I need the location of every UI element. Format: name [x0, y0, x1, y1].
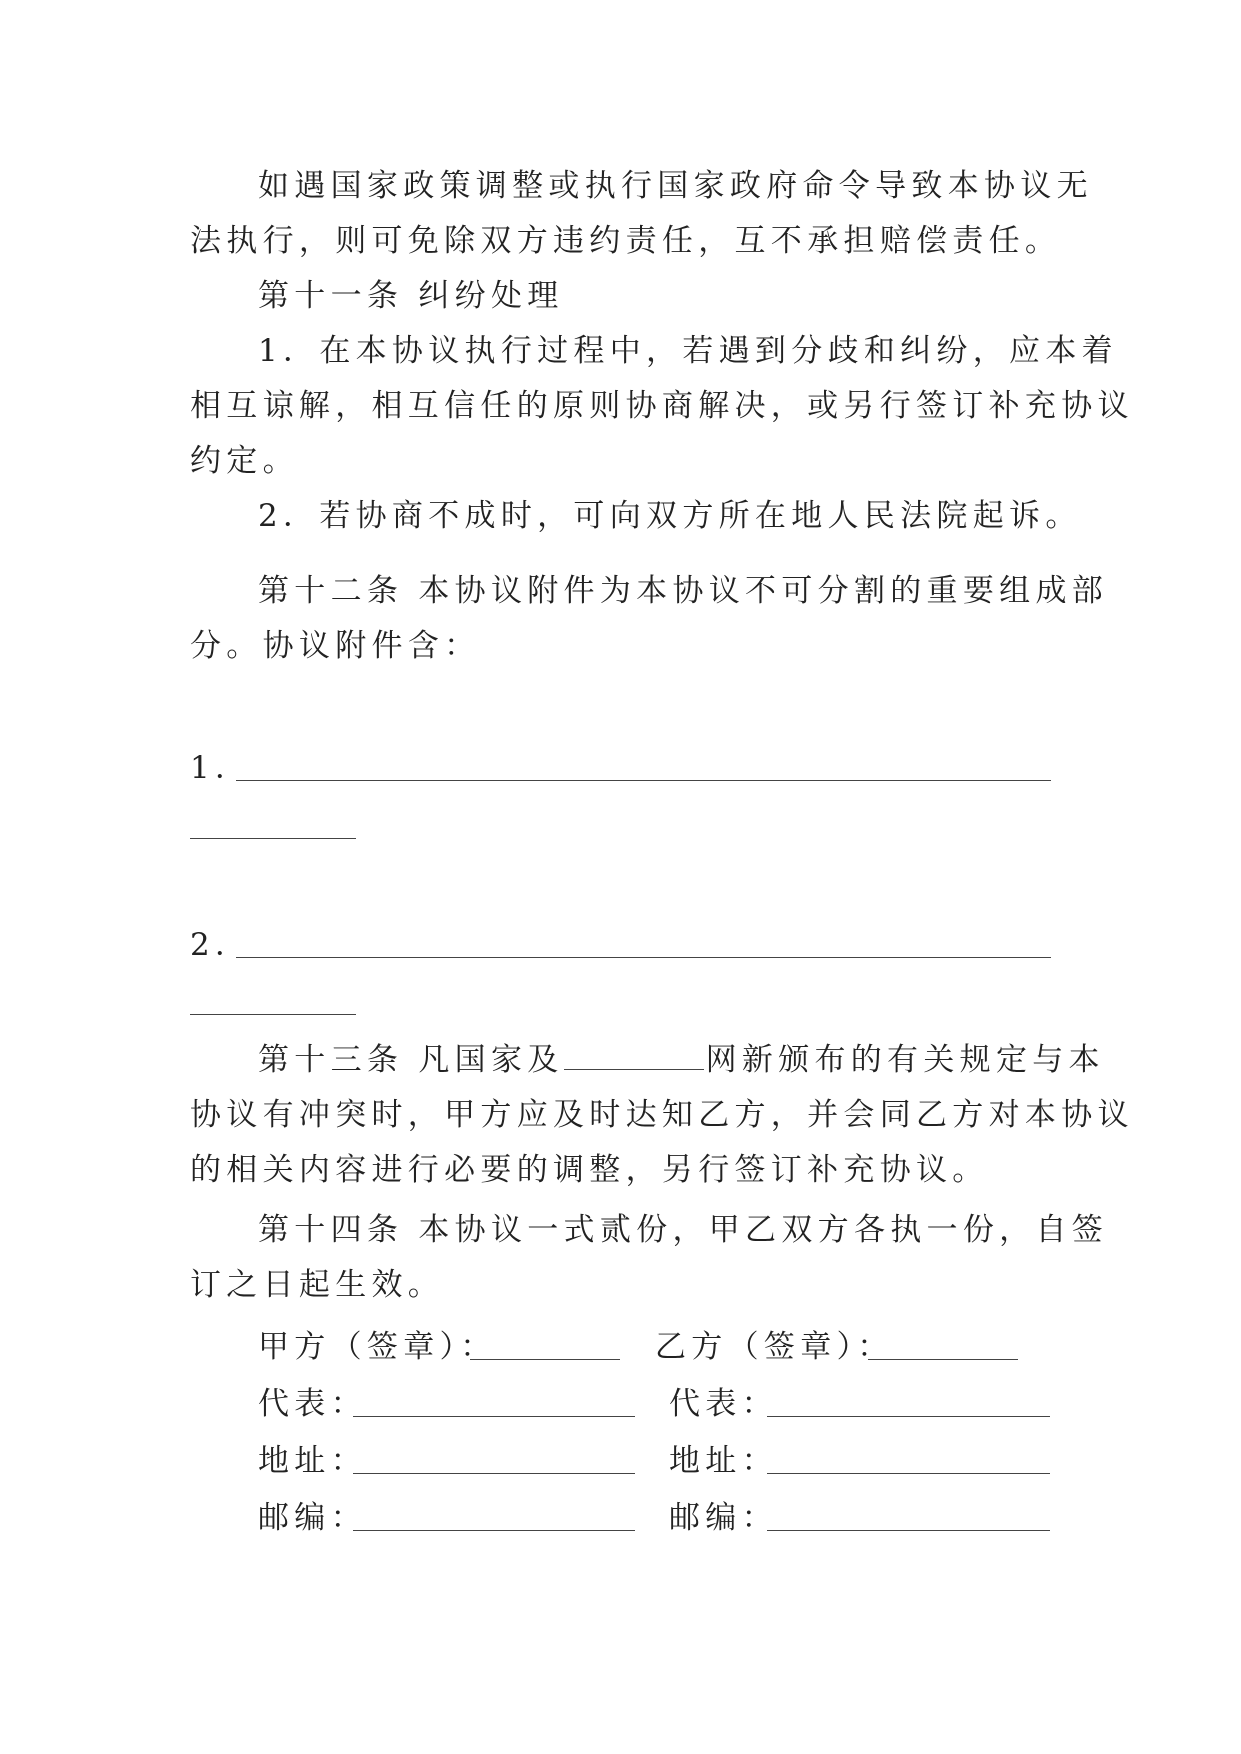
party-a-seal-blank[interactable] — [470, 1359, 620, 1360]
article-11-item1-line3: 约定。 — [190, 443, 299, 479]
signature-row-rep — [258, 1384, 1058, 1424]
article-11-item1-line1: 1．在本协议执行过程中，若遇到分歧和纠纷，应本着 — [258, 333, 1118, 369]
attachment-number: 1． — [190, 750, 252, 786]
article-12-line1: 第十二条 本协议附件为本协议不可分割的重要组成部 — [258, 573, 1109, 609]
article-14-line2: 订之日起生效。 — [190, 1267, 445, 1303]
article-13-line2: 协议有冲突时，甲方应及时达知乙方，并会同乙方对本协议 — [190, 1097, 1134, 1133]
article-13-line1 — [258, 1040, 1105, 1080]
party-a-rep-label: 代表： — [258, 1386, 367, 1422]
party-b-postcode-label: 邮编： — [669, 1500, 778, 1536]
article-13-blank[interactable] — [564, 1047, 704, 1070]
article-13-part2: 网新颁布的有关规定与本 — [705, 1042, 1105, 1078]
party-a-address-blank[interactable] — [353, 1473, 635, 1474]
signature-row-postcode — [258, 1498, 1058, 1538]
party-b-seal-blank[interactable] — [868, 1359, 1018, 1360]
signature-row-address — [258, 1441, 1058, 1481]
party-b-rep-label: 代表： — [669, 1386, 778, 1422]
party-b-seal-label: 乙方（签章）： — [655, 1329, 894, 1365]
attachment-1-blank-line2[interactable] — [190, 838, 356, 839]
party-a-address-label: 地址： — [258, 1443, 367, 1479]
attachment-2-blank-line1[interactable] — [236, 957, 1051, 958]
article-11-item2: 2．若协商不成时，可向双方所在地人民法院起诉。 — [258, 498, 1082, 534]
article-14-line1: 第十四条 本协议一式贰份，甲乙双方各执一份，自签 — [258, 1212, 1109, 1248]
party-b-rep-blank[interactable] — [767, 1416, 1050, 1417]
article-11-item1-line2: 相互谅解，相互信任的原则协商解决，或另行签订补充协议 — [190, 388, 1134, 424]
party-b-address-blank[interactable] — [767, 1473, 1050, 1474]
article-13-line3: 的相关内容进行必要的调整，另行签订补充协议。 — [190, 1152, 989, 1188]
attachment-number: 2． — [190, 927, 252, 963]
party-b-address-label: 地址： — [669, 1443, 778, 1479]
attachment-1-blank-line1[interactable] — [236, 780, 1051, 781]
article-11-heading: 第十一条 纠纷处理 — [258, 278, 564, 314]
signature-row-seal — [258, 1327, 1058, 1367]
party-a-seal-label: 甲方（签章）： — [258, 1329, 497, 1365]
paragraph-policy-line2: 法执行，则可免除双方违约责任，互不承担赔偿责任。 — [190, 223, 1062, 259]
article-13-part1: 第十三条 凡国家及 — [258, 1042, 564, 1078]
party-a-rep-blank[interactable] — [353, 1416, 635, 1417]
party-a-postcode-label: 邮编： — [258, 1500, 367, 1536]
article-12-line2: 分。协议附件含： — [190, 628, 481, 664]
attachment-2-blank-line2[interactable] — [190, 1014, 356, 1015]
party-b-postcode-blank[interactable] — [767, 1530, 1050, 1531]
paragraph-policy-line1: 如遇国家政策调整或执行国家政府命令导致本协议无 — [258, 168, 1093, 204]
party-a-postcode-blank[interactable] — [353, 1530, 635, 1531]
